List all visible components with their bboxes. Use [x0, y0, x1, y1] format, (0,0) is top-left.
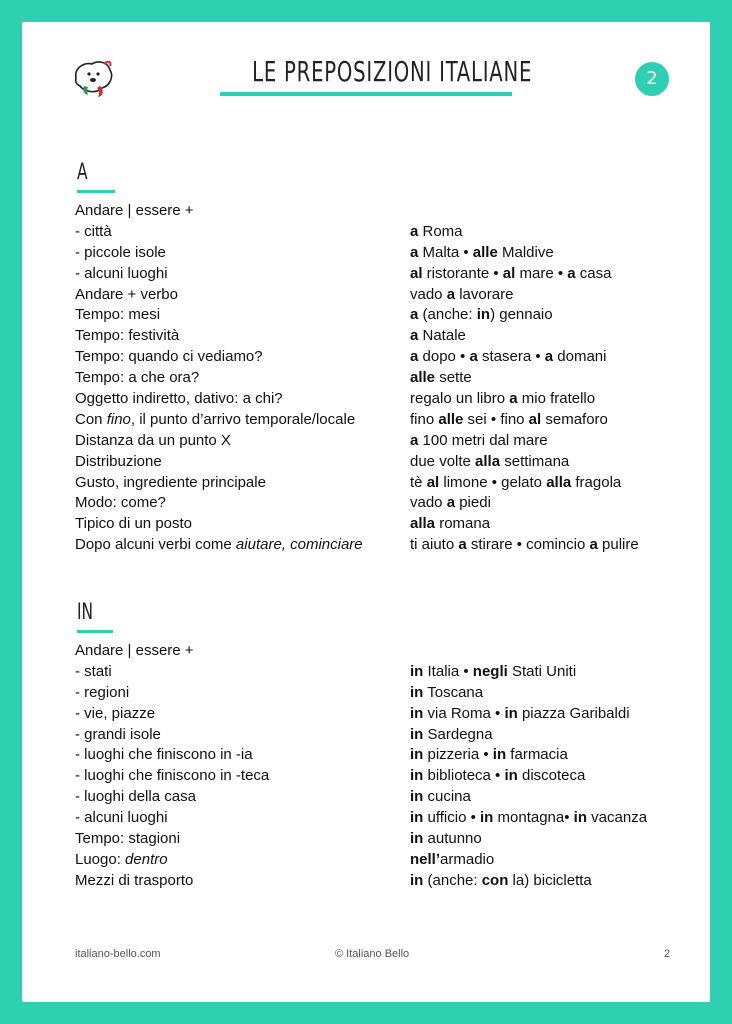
text-segment: vacanza — [587, 809, 648, 827]
text-segment: Sardegna — [423, 725, 493, 743]
row-example — [410, 410, 608, 431]
text-segment: Stati Uniti — [507, 662, 577, 680]
row-example — [410, 829, 482, 850]
text-segment: discoteca — [517, 767, 586, 785]
row-example — [410, 368, 472, 389]
table-row — [75, 662, 695, 683]
text-segment: stasera • — [477, 348, 545, 366]
row-example — [410, 347, 606, 368]
row-label — [75, 452, 162, 473]
text-segment: Tipico di un posto — [75, 515, 193, 533]
text-segment: Roma — [418, 222, 463, 240]
preposition-text: a — [446, 285, 456, 303]
preposition-text: in — [410, 746, 424, 764]
preposition-text: in — [504, 704, 518, 722]
text-segment: farmacia — [506, 746, 568, 764]
text-segment: Distribuzione — [75, 452, 162, 470]
text-segment: fino — [410, 410, 439, 428]
text-segment: cucina — [423, 788, 471, 806]
text-segment: pizzeria • — [423, 746, 493, 764]
text-segment: Gusto, ingrediente principale — [75, 473, 266, 491]
table-row — [75, 871, 695, 892]
table-row — [75, 787, 695, 808]
text-segment: - regioni — [75, 683, 130, 701]
table-row — [75, 514, 695, 535]
table-row — [75, 850, 695, 871]
preposition-text: in — [410, 871, 424, 889]
table-row — [75, 683, 695, 704]
row-label — [75, 389, 283, 410]
text-segment: - alcuni luoghi — [75, 809, 168, 827]
row-label — [75, 264, 168, 285]
text-segment: (anche: — [418, 306, 477, 324]
preposition-text: in — [480, 809, 494, 827]
section-title-a: A — [77, 160, 88, 185]
row-example — [410, 222, 463, 243]
row-label — [75, 725, 161, 746]
preposition-text: in — [476, 306, 491, 324]
text-segment: - vie, piazze — [75, 704, 156, 722]
text-segment: Maldive — [497, 243, 554, 261]
table-row — [75, 725, 695, 746]
text-segment: - grandi isole — [75, 725, 161, 743]
text-segment: - piccole isole — [75, 243, 166, 261]
preposition-text: a — [509, 390, 518, 408]
preposition-text: a — [410, 306, 419, 324]
row-example — [410, 766, 585, 787]
table-row — [75, 452, 695, 473]
text-segment: - luoghi che finiscono in -teca — [75, 767, 270, 785]
page-badge: 2 — [635, 62, 669, 96]
text-segment: ti aiuto — [410, 536, 459, 554]
row-example — [410, 389, 595, 410]
preposition-text: alle — [438, 410, 464, 428]
text-segment: 100 metri dal mare — [418, 431, 548, 449]
preposition-text: al — [426, 473, 440, 491]
preposition-text: a — [410, 222, 419, 240]
text-segment: Tempo: quando ci vediamo? — [75, 348, 263, 366]
preposition-text: in — [410, 662, 424, 680]
preposition-text: a — [446, 494, 456, 512]
text-segment: pulire — [597, 536, 639, 554]
text-segment: Andare | essere + — [75, 202, 194, 219]
preposition-text: a — [410, 327, 419, 345]
row-label — [75, 787, 196, 808]
table-row — [75, 305, 695, 326]
text-segment: Italia • — [423, 662, 473, 680]
row-label — [75, 326, 179, 347]
table-row — [75, 347, 695, 368]
preposition-text: in — [410, 683, 424, 701]
table-row — [75, 326, 695, 347]
footer-copyright: © Italiano Bello — [335, 948, 410, 960]
row-label — [75, 850, 168, 871]
row-label — [75, 285, 178, 306]
text-segment: sette — [435, 369, 472, 387]
row-example — [410, 285, 513, 306]
table-row — [75, 389, 695, 410]
section-a-rows — [75, 201, 695, 556]
row-example — [410, 871, 592, 892]
text-segment: Distanza da un punto X — [75, 431, 231, 449]
row-example — [410, 704, 630, 725]
text-segment: due volte — [410, 452, 476, 470]
row-example — [410, 787, 471, 808]
row-example — [410, 745, 568, 766]
section-bar-a — [77, 190, 115, 193]
preposition-text: a — [410, 348, 419, 366]
preposition-text: a — [410, 243, 419, 261]
text-segment: autunno — [423, 830, 482, 848]
row-label — [75, 662, 112, 683]
row-example — [410, 452, 569, 473]
preposition-text: alla — [546, 473, 572, 491]
text-segment: - alcuni luoghi — [75, 264, 168, 282]
preposition-text: a — [458, 536, 467, 554]
text-segment: Tempo: mesi — [75, 306, 161, 324]
section-title-in: IN — [77, 600, 94, 625]
row-label — [75, 683, 129, 704]
row-label — [75, 201, 194, 222]
table-row — [75, 808, 695, 829]
preposition-text: nell’ — [410, 850, 441, 868]
document-page — [22, 22, 710, 1002]
text-segment: la) bicicletta — [508, 871, 592, 889]
italiano-bello-logo-icon — [70, 56, 116, 98]
table-row — [75, 829, 695, 850]
preposition-text: negli — [472, 662, 508, 680]
title-underline — [220, 92, 512, 96]
row-label — [75, 305, 160, 326]
table-row — [75, 201, 695, 222]
row-label — [75, 222, 112, 243]
table-row — [75, 745, 695, 766]
page-title-wrap — [220, 52, 533, 92]
text-segment: casa — [575, 264, 612, 282]
text-segment: domani — [553, 348, 607, 366]
preposition-text: in — [410, 767, 424, 785]
preposition-text: alle — [410, 369, 436, 387]
text-segment: sei • fino — [463, 410, 529, 428]
row-example — [410, 683, 483, 704]
preposition-text: a — [544, 348, 554, 366]
preposition-text: in — [410, 725, 424, 743]
text-segment: biblioteca • — [423, 767, 505, 785]
row-label — [75, 871, 193, 892]
row-example — [410, 243, 554, 264]
row-example — [410, 850, 494, 871]
row-label — [75, 766, 269, 787]
emphasis-text: dentro — [125, 850, 168, 868]
row-example — [410, 808, 647, 829]
table-row — [75, 704, 695, 725]
text-segment: - luoghi che finiscono in -ia — [75, 746, 253, 764]
text-segment: Toscana — [423, 683, 484, 701]
text-segment: - stati — [75, 662, 112, 680]
text-segment: Luogo: — [75, 850, 126, 868]
table-row — [75, 264, 695, 285]
preposition-text: alle — [472, 243, 498, 261]
preposition-text: in — [573, 809, 588, 827]
text-segment: Con — [75, 410, 107, 428]
text-segment: ) gennaio — [490, 306, 553, 324]
emphasis-text: aiutare, cominciare — [235, 536, 363, 554]
row-example — [410, 725, 493, 746]
text-segment: - luoghi della casa — [75, 788, 196, 806]
row-example — [410, 305, 553, 326]
row-example — [410, 514, 490, 535]
text-segment: Mezzi di trasporto — [75, 871, 194, 889]
row-label — [75, 535, 363, 556]
text-segment: mare • — [515, 264, 568, 282]
preposition-text: in — [504, 767, 518, 785]
footer-site: italiano-bello.com — [75, 948, 161, 960]
text-segment: dopo • — [418, 348, 470, 366]
table-row — [75, 285, 695, 306]
text-segment: via Roma • — [423, 704, 505, 722]
text-segment: armadio — [440, 850, 495, 868]
table-row — [75, 368, 695, 389]
emphasis-text: fino — [106, 410, 131, 428]
row-example — [410, 535, 639, 556]
text-segment: ristorante • — [422, 264, 503, 282]
row-label — [75, 641, 194, 662]
preposition-text: in — [410, 830, 424, 848]
table-row — [75, 766, 695, 787]
page-title: LE PREPOSIZIONI ITALIANE — [252, 55, 533, 88]
text-segment: regalo un libro — [410, 390, 510, 408]
row-label — [75, 243, 166, 264]
text-segment: vado — [410, 494, 447, 512]
row-label — [75, 808, 168, 829]
text-segment: Andare + verbo — [75, 285, 178, 303]
text-segment: Natale — [418, 327, 466, 345]
row-label — [75, 368, 199, 389]
row-label — [75, 514, 192, 535]
row-example — [410, 326, 466, 347]
table-row — [75, 493, 695, 514]
text-segment: limone • gelato — [439, 473, 547, 491]
preposition-text: a — [469, 348, 478, 366]
text-segment: tè — [410, 473, 427, 491]
table-row — [75, 535, 695, 556]
text-segment: settimana — [500, 452, 570, 470]
row-label — [75, 431, 231, 452]
preposition-text: alla — [410, 515, 436, 533]
table-row — [75, 222, 695, 243]
text-segment: - città — [75, 222, 112, 240]
text-segment: piedi — [455, 494, 491, 512]
row-label — [75, 473, 266, 494]
text-segment: montagna• — [493, 809, 574, 827]
table-row — [75, 431, 695, 452]
row-label — [75, 745, 253, 766]
row-label — [75, 347, 263, 368]
text-segment: piazza Garibaldi — [517, 704, 630, 722]
row-label — [75, 410, 355, 431]
text-segment: Oggetto indiretto, dativo: a chi? — [75, 390, 283, 408]
preposition-text: a — [589, 536, 598, 554]
text-segment: Tempo: stagioni — [75, 830, 181, 848]
text-segment: Andare | essere + — [75, 642, 194, 659]
table-row — [75, 641, 695, 662]
text-segment: mio fratello — [517, 390, 596, 408]
text-segment: Tempo: a che ora? — [75, 369, 200, 387]
preposition-text: a — [567, 264, 576, 282]
row-label — [75, 493, 166, 514]
row-label — [75, 829, 180, 850]
text-segment: Dopo alcuni verbi come — [75, 536, 236, 554]
text-segment: , il punto d’arrivo temporale/locale — [130, 410, 356, 428]
table-row — [75, 410, 695, 431]
text-segment: Tempo: festività — [75, 327, 180, 345]
preposition-text: a — [410, 431, 419, 449]
preposition-text: alla — [475, 452, 501, 470]
table-row — [75, 243, 695, 264]
row-label — [75, 704, 155, 725]
row-example — [410, 473, 621, 494]
row-example — [410, 662, 576, 683]
text-segment: (anche: — [423, 871, 482, 889]
preposition-text: con — [481, 871, 509, 889]
row-example — [410, 431, 548, 452]
preposition-text: al — [502, 264, 516, 282]
text-segment: vado — [410, 285, 447, 303]
preposition-text: in — [410, 809, 424, 827]
preposition-text: in — [410, 704, 424, 722]
text-segment: semaforo — [541, 410, 608, 428]
preposition-text: al — [410, 264, 423, 282]
text-segment: ufficio • — [423, 809, 481, 827]
section-bar-in — [77, 630, 113, 633]
text-segment: Modo: come? — [75, 494, 166, 512]
row-example — [410, 493, 491, 514]
text-segment: fragola — [571, 473, 622, 491]
text-segment: romana — [435, 515, 491, 533]
row-example — [410, 264, 611, 285]
text-segment: stirare • comincio — [466, 536, 590, 554]
preposition-text: in — [492, 746, 507, 764]
text-segment: lavorare — [455, 285, 514, 303]
preposition-text: al — [528, 410, 542, 428]
section-in-rows — [75, 641, 695, 892]
text-segment: Malta • — [418, 243, 473, 261]
footer-page-number: 2 — [664, 948, 671, 960]
table-row — [75, 473, 695, 494]
preposition-text: in — [410, 788, 424, 806]
